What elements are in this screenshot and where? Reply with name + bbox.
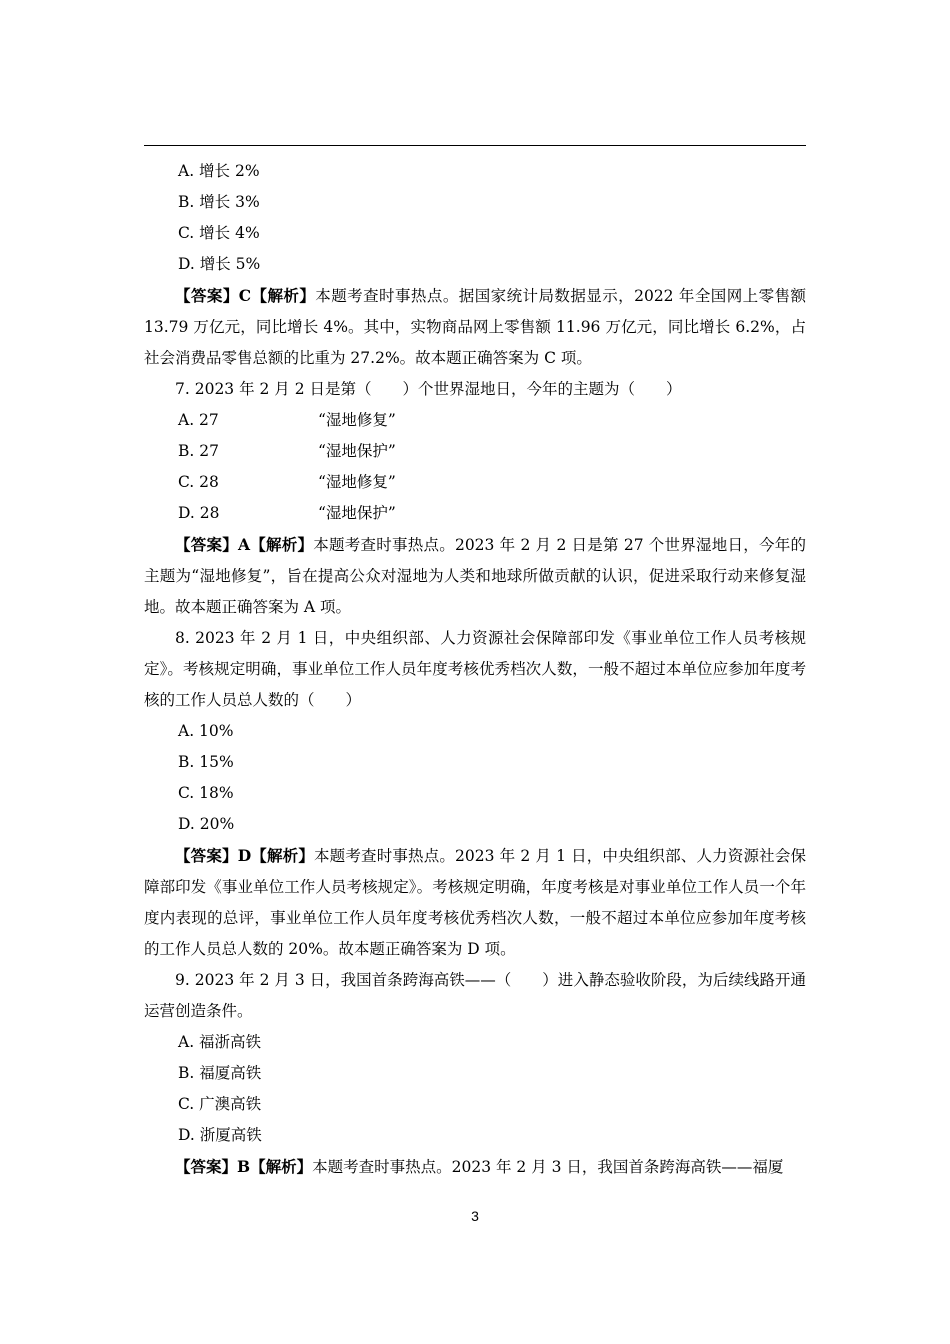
q7-option-c-num: C. 28 (178, 473, 219, 491)
q7-option-a-theme: “湿地修复” (318, 411, 396, 429)
q6-option-c: C. 增长 4% (178, 224, 260, 242)
q7-option-c-theme: “湿地修复” (318, 473, 396, 491)
q6-option-b: B. 增长 3% (178, 193, 260, 211)
q9-option-c: C. 广澳高铁 (178, 1095, 262, 1113)
q9-option-d: D. 浙厦高铁 (178, 1126, 262, 1144)
q9-answer-text: 本题考查时事热点。2023 年 2 月 3 日，我国首条跨海高铁——福厦 (312, 1158, 784, 1176)
q8-answer (144, 840, 806, 965)
q9-option-a: A. 福浙高铁 (178, 1033, 262, 1051)
q8-option-b: B. 15% (178, 753, 234, 771)
q6-option-d: D. 增长 5% (178, 255, 261, 273)
q8-answer-tag: 【答案】D【解析】 (175, 846, 314, 865)
header-rule (144, 145, 806, 146)
q9-answer (144, 1151, 806, 1183)
q7-option-a-num: A. 27 (178, 411, 219, 429)
q6-option-a: A. 增长 2% (178, 162, 260, 180)
q8-question: 8. 2023 年 2 月 1 日，中央组织部、人力资源社会保障部印发《事业单位工作人员考核规定》。考核规定明确，事业单位工作人员年度考核优秀档次人数，一般不超过本单位应参加年度考核的工作人员总人数的（ ） (144, 629, 806, 709)
q7-option-b-num: B. 27 (178, 442, 219, 460)
q8-option-c: C. 18% (178, 784, 234, 802)
q7-option-a (144, 405, 806, 436)
q6-answer (144, 280, 806, 374)
q7-option-c (144, 467, 806, 498)
q9-question: 9. 2023 年 2 月 3 日，我国首条跨海高铁——（ ）进入静态验收阶段，为后续线路开通运营创造条件。 (144, 971, 806, 1020)
q7-question: 7. 2023 年 2 月 2 日是第（ ）个世界湿地日，今年的主题为（ ） (175, 380, 682, 398)
q7-option-d (144, 498, 806, 529)
q7-option-d-num: D. 28 (178, 504, 220, 522)
q6-answer-text: 本题考查时事热点。据国家统计局数据显示，2022 年全国网上零售额 13.79 万亿元，同比增长 4%。其中，实物商品网上零售额 11.96 万亿元，同比增长 6.2%，占社会消费品零售总额的比重为 27.2%。故本题正确答案为 C 项。 (144, 287, 806, 367)
q6-answer-tag: 【答案】C【解析】 (175, 286, 316, 305)
q7-answer-text: 本题考查时事热点。2023 年 2 月 2 日是第 27 个世界湿地日，今年的主题为“湿地修复”，旨在提高公众对湿地为人类和地球所做贡献的认识，促进采取行动来修复湿地。故本题正确答案为 A 项。 (144, 536, 807, 616)
q7-answer-tag: 【答案】A【解析】 (175, 535, 314, 554)
q7-option-b (144, 436, 806, 467)
q9-option-b: B. 福厦高铁 (178, 1064, 262, 1082)
q7-answer (144, 529, 806, 623)
q8-option-d: D. 20% (178, 815, 235, 833)
q9-answer-tag: 【答案】B【解析】 (175, 1157, 313, 1176)
q7-option-b-theme: “湿地保护” (318, 442, 396, 460)
page-number: 3 (471, 1208, 479, 1224)
q7-option-d-theme: “湿地保护” (318, 504, 396, 522)
page-content (144, 156, 806, 1183)
q8-option-a: A. 10% (178, 722, 234, 740)
q8-answer-text: 本题考查时事热点。2023 年 2 月 1 日，中央组织部、人力资源社会保障部印发《事业单位工作人员考核规定》。考核规定明确，年度考核是对事业单位工作人员一个年度内表现的总评，事业单位工作人员年度考核优秀档次人数，一般不超过本单位应参加年度考核的工作人员总人数的 20%。故本题正确答案为 D 项。 (144, 847, 806, 958)
